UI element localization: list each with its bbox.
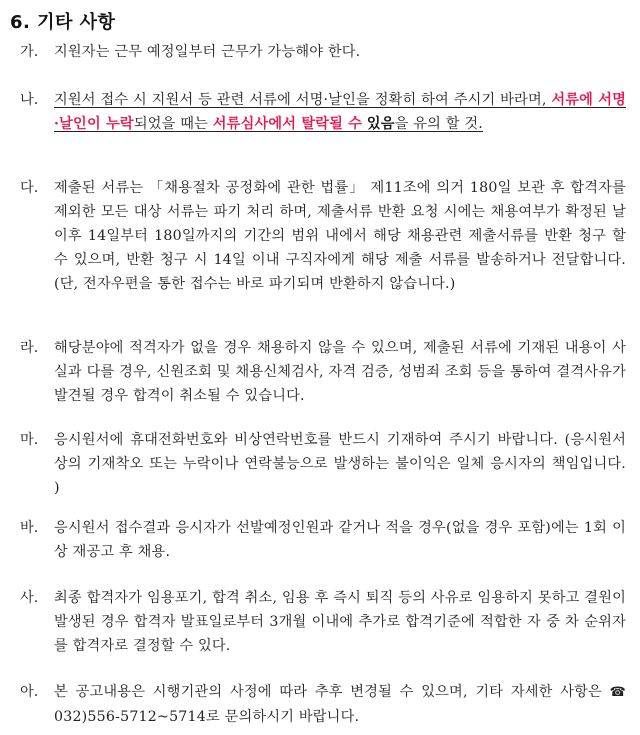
item-text-part: 지원서 접수 시 지원서 등 관련 서류에 서명·날인을 정확히 하여 주시기 바라며, bbox=[54, 92, 552, 108]
item-text: 제출된 서류는 「채용절차 공정화에 관한 법률」 제11조에 의거 180일 보관 후 합격자를 제외한 모든 대상 서류는 파기 처리 하며, 제출서류 반환 요청 시에는 채용여부가 확정된 날 이후 14일부터 180일까지의 기간의 범위 내에서 해당 채용관련 제출서류를 반환 청구 할 수 있으며, 반환 청구 시 14일 이내 구직자에게 해당 제출 서류를 발송하거나 전달합니다.(단, 전자우편을 통한 접수는 바로 파기되며 반환하지 않습니다.) bbox=[54, 180, 626, 292]
item-text bbox=[54, 88, 626, 136]
item-text: 최종 합격자가 임용포기, 합격 취소, 임용 후 즉시 퇴직 등의 사유로 임용하지 못하고 결원이 발생된 경우 합격자 발표일로부터 3개월 이내에 추가로 합격기준에 적합한 자 중 차 순위자를 합격자로 결정할 수 있다. bbox=[54, 590, 626, 654]
telephone-icon: ☎ bbox=[609, 685, 626, 700]
list-item-na bbox=[20, 88, 626, 136]
list-item-da bbox=[20, 176, 626, 296]
item-text bbox=[54, 680, 626, 729]
item-text-part: 본 공고내용은 시행기관의 사정에 따라 추후 변경될 수 있으며, 기타 자세한 사항은 bbox=[54, 684, 610, 700]
item-marker: 마. bbox=[20, 432, 39, 448]
item-text: 해당분야에 적격자가 없을 경우 채용하지 않을 수 있으며, 제출된 서류에 기재된 내용이 사실과 다를 경우, 신원조회 및 채용신체검사, 자격 검증, 성범죄 조회 등을 통하여 결격사유가 발견될 경우 합격이 취소될 수 있습니다. bbox=[54, 340, 626, 404]
list-item-a bbox=[20, 680, 626, 729]
item-text-part: 되었을 때는 bbox=[133, 116, 213, 132]
list-item-ma bbox=[20, 428, 626, 500]
warning-text: 서류심사에서 탈락될 수 bbox=[212, 116, 363, 132]
item-text: 지원자는 근무 예정일부터 근무가 가능해야 한다. bbox=[54, 44, 361, 60]
emphasis-text: 있음 bbox=[366, 116, 395, 132]
warning-text: 서류에 서명·날인이 누락 bbox=[54, 92, 627, 132]
item-text-part: 을 유의 할 것. bbox=[394, 116, 484, 132]
item-marker: 아. bbox=[20, 684, 39, 700]
list-item-ba bbox=[20, 516, 626, 564]
item-text-part: 로 문의하시기 바랍니다. bbox=[206, 709, 360, 725]
item-marker: 다. bbox=[20, 180, 39, 196]
section-title: 6. 기타 사항 bbox=[10, 12, 116, 33]
item-marker: 나. bbox=[20, 92, 39, 108]
list-item-sa bbox=[20, 586, 626, 658]
list-item-ra bbox=[20, 336, 626, 408]
item-marker: 사. bbox=[20, 590, 39, 606]
item-text: 응시원서에 휴대전화번호와 비상연락번호를 반드시 기재하여 주시기 바랍니다. (응시원서 상의 기재착오 또는 누락이나 연락불능으로 발생하는 불이익은 일체 응시자의 책임입니다. ) bbox=[54, 432, 626, 496]
item-text: 응시원서 접수결과 응시자가 선발예정인원과 같거나 적을 경우(없을 경우 포함)에는 1회 이상 재공고 후 채용. bbox=[54, 520, 626, 560]
item-marker: 라. bbox=[20, 340, 39, 356]
list-item-ga bbox=[20, 40, 626, 64]
phone-number: 032)556-5712~5714 bbox=[54, 709, 206, 725]
item-marker: 가. bbox=[20, 44, 39, 60]
item-marker: 바. bbox=[20, 520, 39, 536]
